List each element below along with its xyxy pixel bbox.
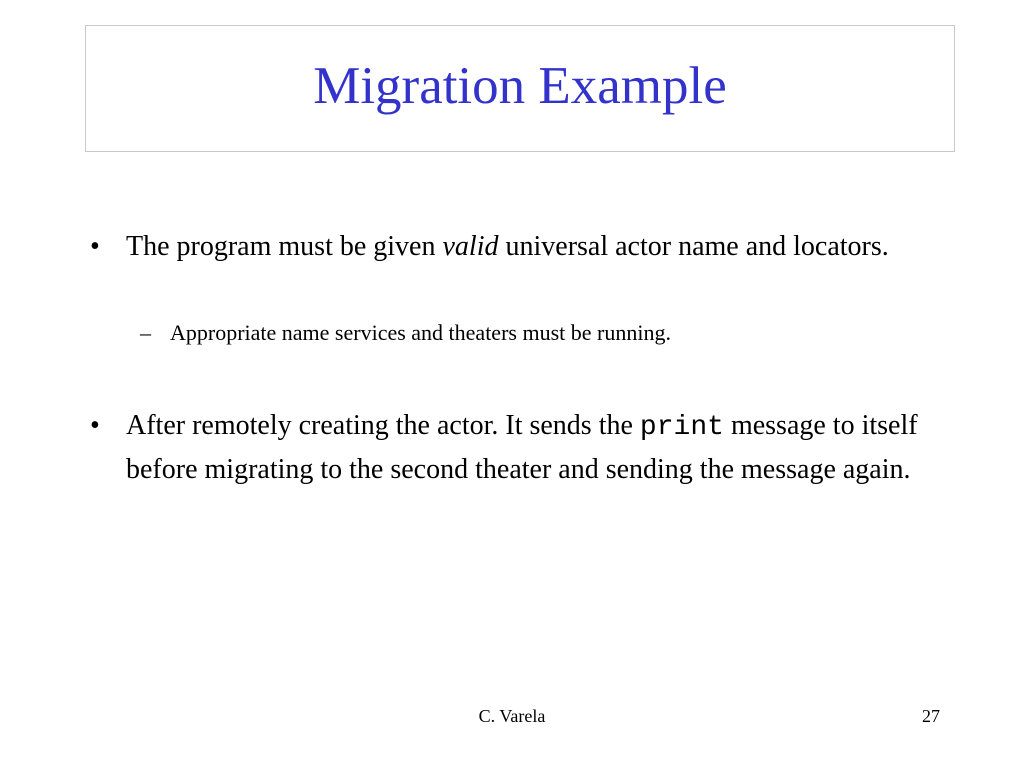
bullet-text: The program must be given <box>126 231 443 262</box>
bullet-text: universal actor name and locators. <box>498 231 889 262</box>
code-text: print <box>639 412 724 443</box>
page-number: 27 <box>922 706 940 726</box>
emphasis-text: valid <box>442 231 499 262</box>
sub-bullet-marker: – <box>140 320 151 345</box>
bullet-item <box>126 405 956 491</box>
bullet-marker: • <box>90 231 100 262</box>
bullet-text: After remotely creating the actor. It sends the <box>126 410 640 441</box>
bullet-text: message to itself before migrating to the second theater and sending the message again. <box>126 410 918 485</box>
title-box <box>85 25 955 152</box>
footer-author: C. Varela <box>478 706 546 726</box>
sub-bullet-text: Appropriate name services and theaters must be running. <box>170 320 671 345</box>
slide-title: Migration Example <box>313 57 727 115</box>
bullet-marker: • <box>90 410 100 441</box>
bullet-item <box>126 226 956 268</box>
